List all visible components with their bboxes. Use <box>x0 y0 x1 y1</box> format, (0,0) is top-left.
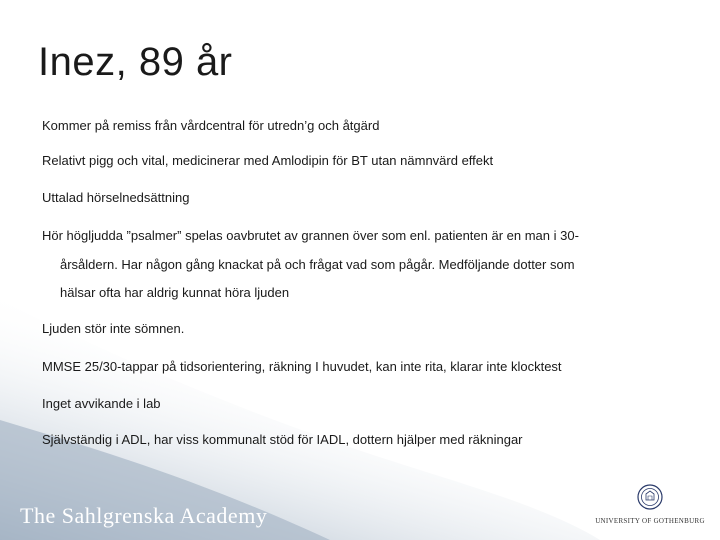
university-name: UNIVERSITY OF GOTHENBURG <box>595 517 705 525</box>
paragraph-adl: Självständig i ADL, har viss kommunalt stöd för IADL, dottern hjälper med räkningar <box>42 432 523 447</box>
university-seal-icon <box>637 484 663 510</box>
paragraph-hearing: Uttalad hörselnedsättning <box>42 190 190 205</box>
paragraph-music-line2: årsåldern. Har någon gång knackat på och frågat vad som pågår. Medföljande dotter som <box>60 257 575 272</box>
paragraph-sleep: Ljuden stör inte sömnen. <box>42 321 185 336</box>
sahlgrenska-academy-logo: The Sahlgrenska Academy <box>20 503 268 528</box>
paragraph-music-line1: Hör högljudda ”psalmer” spelas oavbrutet av grannen över som enl. patienten är en man i 30- <box>42 228 579 243</box>
paragraph-music-line3: hälsar ofta har aldrig kunnat höra ljuden <box>60 285 290 300</box>
paragraph-medication: Relativt pigg och vital, medicinerar med Amlodipin för BT utan nämnvärd effekt <box>42 153 494 168</box>
paragraph-lab: Inget avvikande i lab <box>42 396 161 411</box>
paragraph-referral: Kommer på remiss från vårdcentral för utredn’g och åtgärd <box>42 118 380 133</box>
paragraph-mmse: MMSE 25/30-tappar på tidsorientering, räkning I huvudet, kan inte rita, klarar inte klocktest <box>42 359 562 374</box>
slide-title: Inez, 89 år <box>38 40 233 84</box>
university-logo <box>590 484 710 525</box>
